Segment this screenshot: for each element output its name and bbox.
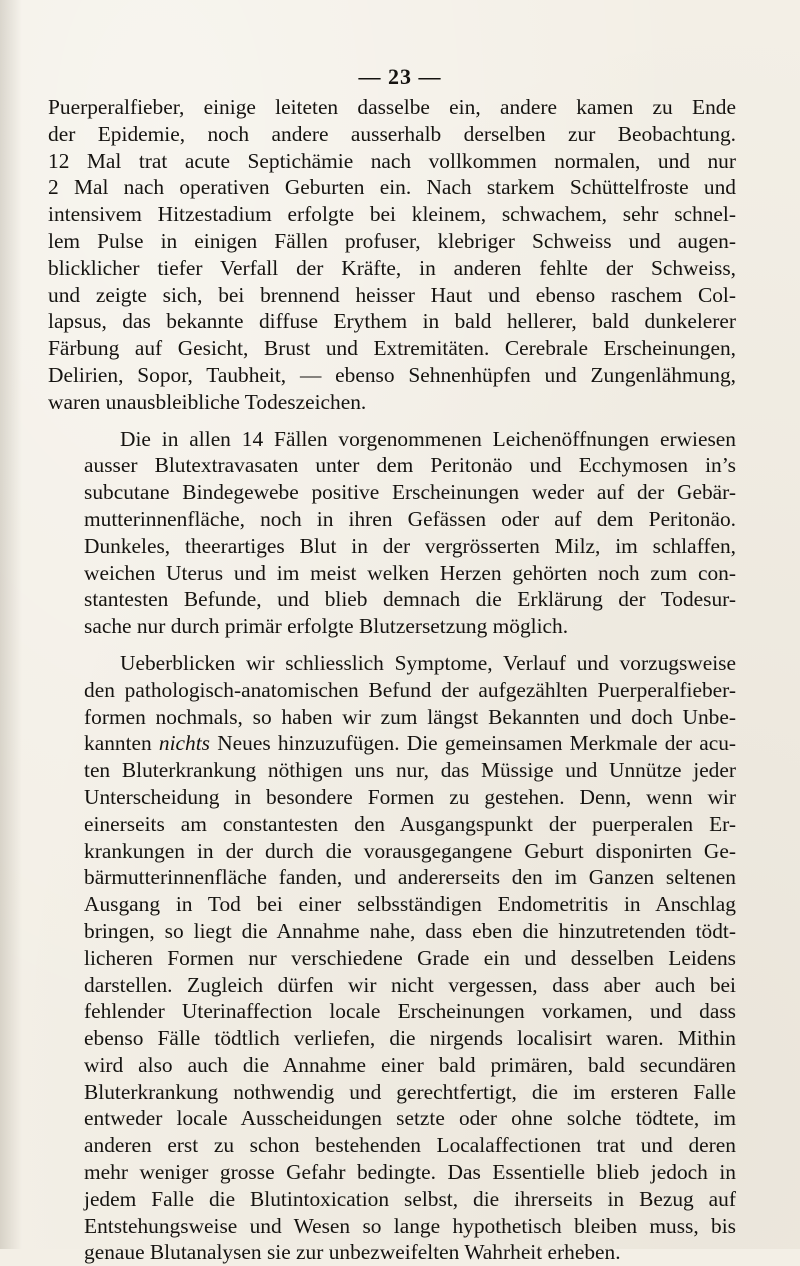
text-line: darstellen. Zugleich dürfen wir nicht vergessen, dass aber auch bei xyxy=(84,972,736,997)
emphasized-word: nichts xyxy=(158,731,211,756)
text-line: weichen Uterus und im meist welken Herzen gehörten noch zum con- xyxy=(84,560,736,585)
text-line: den pathologisch-anatomischen Befund der aufgezählten Puerperalfieber- xyxy=(84,677,736,702)
binding-shadow xyxy=(0,0,22,1249)
text-line: und zeigte sich, bei brennend heisser Haut und ebenso raschem Col- xyxy=(48,282,736,307)
text-line: entweder locale Ausscheidungen setzte oder ohne solche tödtete, im xyxy=(84,1106,736,1131)
text-line: Dunkeles, theerartiges Blut in der vergrösserten Milz, im schlaffen, xyxy=(84,533,736,558)
text-line: mehr weniger grosse Gefahr bedingte. Das Essentielle blieb jedoch in xyxy=(84,1160,736,1185)
text-line: Unterscheidung in besondere Formen zu gestehen. Denn, wenn wir xyxy=(84,784,736,809)
text-line: ten Bluterkrankung nöthigen uns nur, das Müssige und Unnütze jeder xyxy=(84,758,736,783)
text-line: genaue Blutanalysen sie zur unbezweifelten Wahrheit erheben. xyxy=(84,1240,621,1265)
text-line: Ausgang in Tod bei einer selbsständigen Endometritis in Anschlag xyxy=(84,892,736,917)
text-line: der Epidemie, noch andere ausserhalb derselben zur Beobachtung. xyxy=(48,121,736,146)
paragraph-3 xyxy=(48,650,736,1266)
text-line: Puerperalfieber, einige leiteten dasselbe ein, andere kamen zu Ende xyxy=(48,95,736,119)
text-line: formen nochmals, so haben wir zum längst Bekannten und doch Unbe- xyxy=(84,704,736,729)
text-line-with-emphasis: kannten nichts Neues hinzuzufügen. Die gemeinsamen Merkmale der acu- xyxy=(84,731,737,756)
text-line: Die in allen 14 Fällen vorgenommenen Leichenöffnungen erwiesen xyxy=(120,426,736,451)
text-line: Ueberblicken wir schliesslich Symptome, Verlauf und vorzugsweise xyxy=(120,650,736,675)
text-line: stantesten Befunde, und blieb demnach die Erklärung der Todesur- xyxy=(84,587,736,612)
text-line: Bluterkrankung nothwendig und gerechtfertigt, die im ersteren Falle xyxy=(84,1079,736,1104)
text-line: jedem Falle die Blutintoxication selbst, die ihrerseits in Bezug auf xyxy=(84,1186,736,1211)
text-line: sache nur durch primär erfolgte Blutzersetzung möglich. xyxy=(84,614,569,639)
text-line: ausser Blutextravasaten unter dem Peritonäo und Ecchymosen in’s xyxy=(84,453,736,478)
text-line: bärmutterinnenfläche fanden, und andererseits den im Ganzen seltenen xyxy=(84,865,736,890)
text-line: Färbung auf Gesicht, Brust und Extremitäten. Cerebrale Erscheinungen, xyxy=(48,336,736,361)
text-line: 12 Mal trat acute Septichämie nach vollkommen normalen, und nur xyxy=(48,148,736,173)
text-line: intensivem Hitzestadium erfolgte bei kleinem, schwachem, sehr schnel- xyxy=(48,202,736,227)
text-line: blicklicher tiefer Verfall der Kräfte, in anderen fehlte der Schweiss, xyxy=(48,255,736,280)
text-line: ebenso Fälle tödtlich verliefen, die nirgends localisirt waren. Mithin xyxy=(84,1026,736,1051)
text-line: subcutane Bindegewebe positive Erscheinungen weder auf der Gebär- xyxy=(84,480,736,505)
page-number: — 23 — xyxy=(358,64,442,89)
paragraph-2 xyxy=(48,426,736,640)
text-line: mutterinnenfläche, noch in ihren Gefässen oder auf dem Peritonäo. xyxy=(84,506,736,531)
text-line: lem Pulse in einigen Fällen profuser, klebriger Schweiss und augen- xyxy=(48,228,736,253)
text-line: waren unausbleibliche Todeszeichen. xyxy=(48,389,367,414)
text-line: anderen erst zu schon bestehenden Localaffectionen trat und deren xyxy=(84,1133,736,1158)
text-line: wird also auch die Annahme einer bald primären, bald secundären xyxy=(84,1052,736,1077)
text-line: lapsus, das bekannte diffuse Erythem in bald hellerer, bald dunkelerer xyxy=(48,309,736,334)
text-line: krankungen in der durch die vorausgegangene Geburt disponirten Ge- xyxy=(84,838,736,863)
body-text xyxy=(48,94,736,1266)
text-line: bringen, so liegt die Annahme nahe, dass eben die hinzutretenden tödt- xyxy=(84,918,736,943)
text-line: licheren Formen nur verschiedene Grade ein und desselben Leidens xyxy=(84,945,736,970)
text-line: fehlender Uterinaffection locale Erscheinungen vorkamen, und dass xyxy=(84,999,736,1024)
text-line: Delirien, Sopor, Taubheit, — ebenso Sehnenhüpfen und Zungenlähmung, xyxy=(48,362,736,387)
text-line: einerseits am constantesten den Ausgangspunkt der puerperalen Er- xyxy=(84,811,736,836)
text-line: Entstehungsweise und Wesen so lange hypothetisch bleiben muss, bis xyxy=(84,1213,736,1238)
text-line: 2 Mal nach operativen Geburten ein. Nach starkem Schüttelfroste und xyxy=(48,175,736,200)
paragraph-1 xyxy=(48,94,736,416)
